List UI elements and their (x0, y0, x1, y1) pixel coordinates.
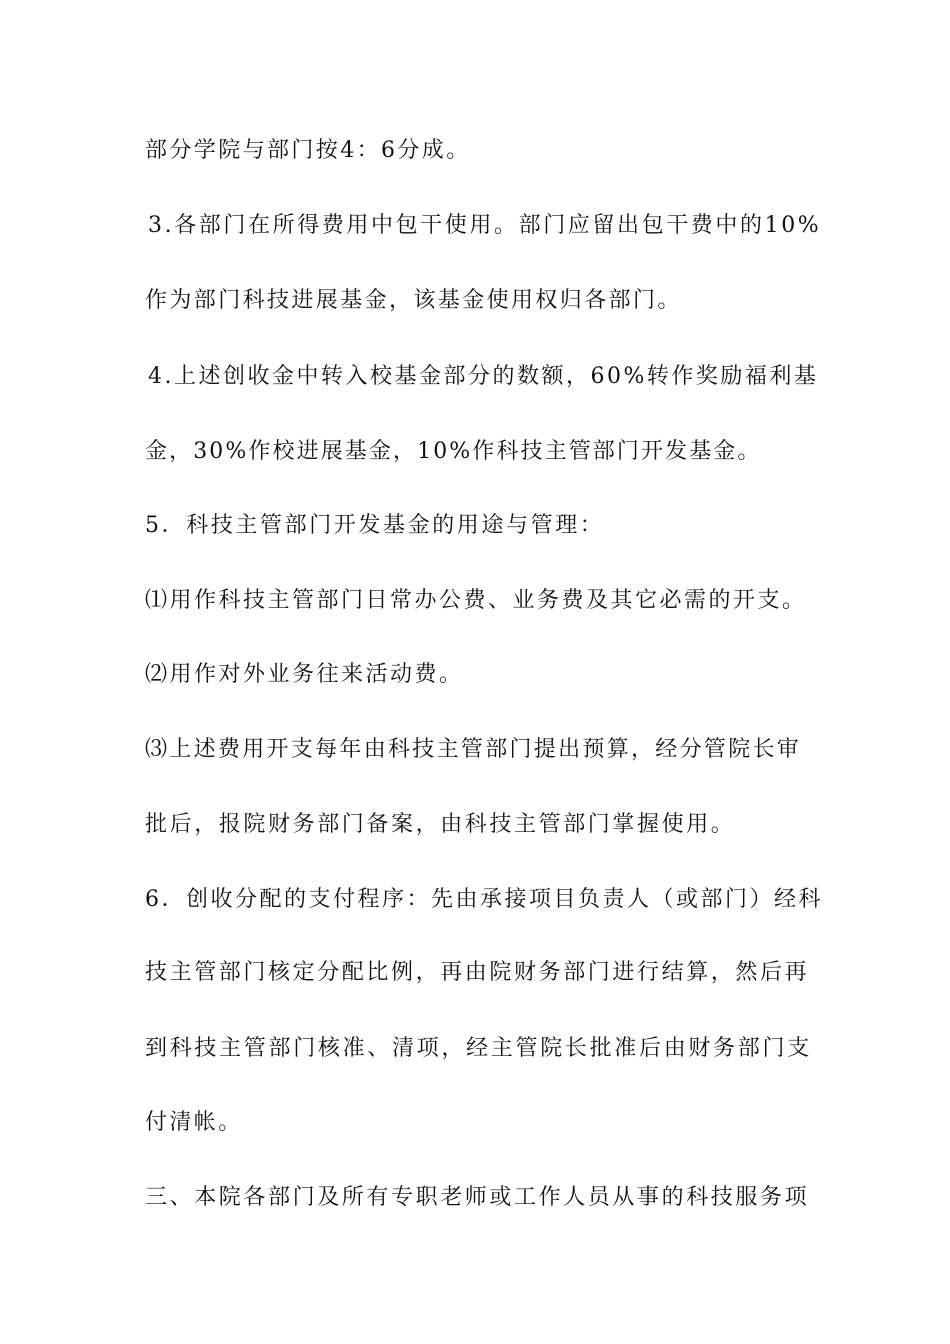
text-line: 5．科技主管部门开发基金的用途与管理： (145, 513, 605, 538)
text-line: 部分学院与部门按4：6分成。 (145, 138, 471, 163)
text-line: 到科技主管部门核准、清项，经主管院长批准后由财务部门支 (145, 1036, 812, 1061)
text-line: 三、本院各部门及所有专职老师或工作人员从事的科技服务项 (145, 1185, 810, 1210)
text-line: 4.上述创收金中转入校基金部分的数额，60%转作奖励福利基 (148, 364, 819, 389)
text-line: 3.各部门在所得费用中包干使用。部门应留出包干费中的10% (148, 213, 822, 238)
text-line: 6．创收分配的支付程序：先由承接项目负责人（或部门）经科 (145, 887, 823, 912)
text-line: 作为部门科技进展基金，该基金使用权归各部门。 (145, 288, 682, 313)
text-line: ⑴用作科技主管部门日常办公费、业务费及其它必需的开支。 (145, 588, 807, 613)
text-line: ⑶上述费用开支每年由科技主管部门提出预算，经分管院长审 (145, 737, 802, 762)
text-line: ⑵用作对外业务往来活动费。 (145, 662, 464, 687)
text-line: 技主管部门核定分配比例，再由院财务部门进行结算，然后再 (145, 960, 810, 985)
text-line: 付清帐。 (145, 1110, 243, 1135)
text-line: 金，30%作校进展基金，10%作科技主管部门开发基金。 (145, 439, 762, 464)
text-line: 批后，报院财务部门备案，由科技主管部门掌握使用。 (145, 812, 736, 837)
